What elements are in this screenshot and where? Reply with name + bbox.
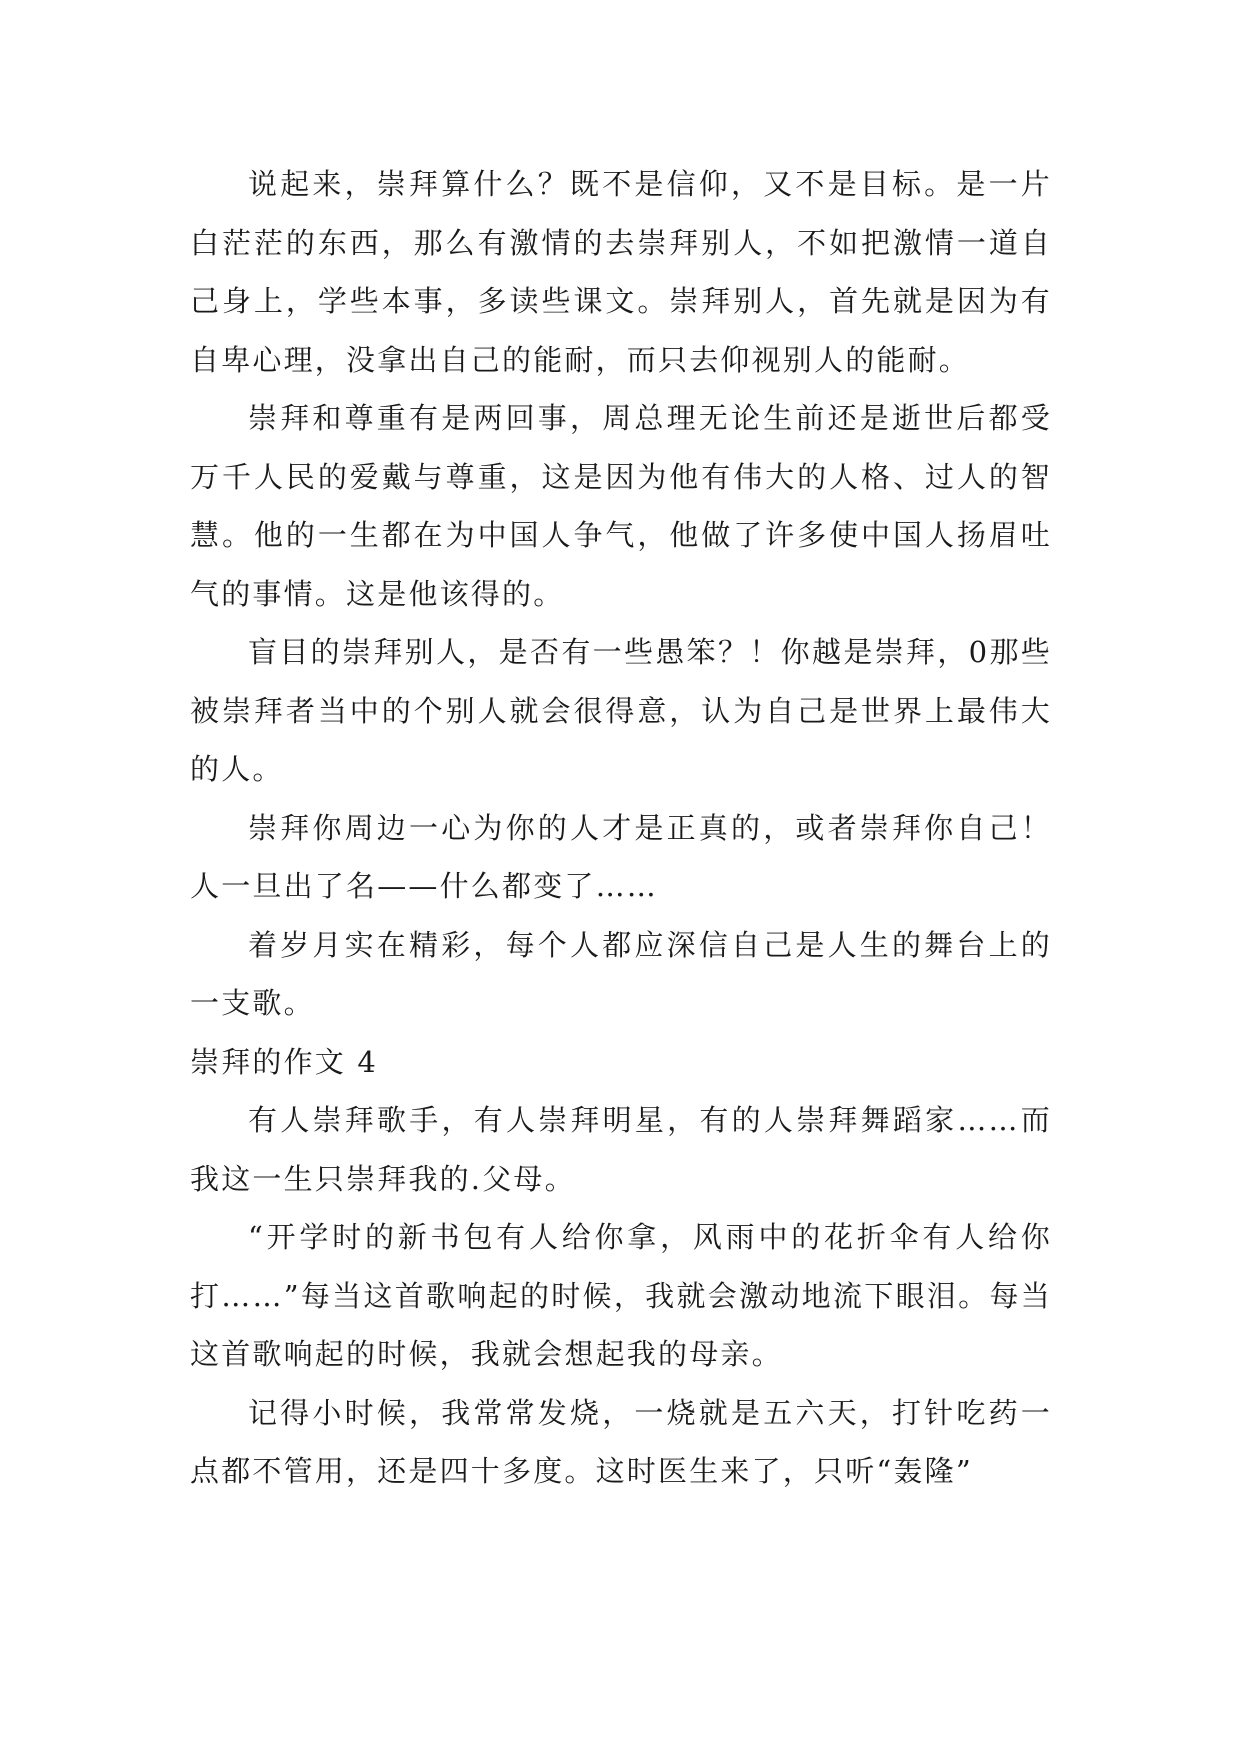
paragraph: 有人崇拜歌手，有人崇拜明星，有的人崇拜舞蹈家……而我这一生只崇拜我的.父母。 <box>190 1103 1052 1196</box>
section-heading: 崇拜的作文 4 <box>190 1044 379 1079</box>
paragraph: 记得小时候，我常常发烧，一烧就是五六天，打针吃药一点都不管用，还是四十多度。这时医生来了，只听“轰隆” <box>190 1395 1052 1488</box>
paragraph: 着岁月实在精彩，每个人都应深信自己是人生的舞台上的一支歌。 <box>190 927 1052 1020</box>
paragraph: 崇拜你周边一心为你的人才是正真的，或者崇拜你自己！人一旦出了名——什么都变了…… <box>190 810 1052 903</box>
paragraph: 崇拜和尊重有是两回事，周总理无论生前还是逝世后都受万千人民的爱戴与尊重，这是因为他有伟大的人格、过人的智慧。他的一生都在为中国人争气，他做了许多使中国人扬眉吐气的事情。这是他该得的。 <box>190 401 1052 611</box>
document-page <box>190 155 1052 1501</box>
paragraph: 说起来，崇拜算什么？既不是信仰，又不是目标。是一片白茫茫的东西，那么有激情的去崇拜别人，不如把激情一道自己身上，学些本事，多读些课文。崇拜别人，首先就是因为有自卑心理，没拿出自己的能耐，而只去仰视别人的能耐。 <box>190 167 1052 377</box>
paragraph: “开学时的新书包有人给你拿，风雨中的花折伞有人给你打……”每当这首歌响起的时候，我就会激动地流下眼泪。每当这首歌响起的时候，我就会想起我的母亲。 <box>190 1220 1052 1371</box>
paragraph: 盲目的崇拜别人，是否有一些愚笨？！你越是崇拜，0那些被崇拜者当中的个别人就会很得意，认为自己是世界上最伟大的人。 <box>190 635 1052 786</box>
